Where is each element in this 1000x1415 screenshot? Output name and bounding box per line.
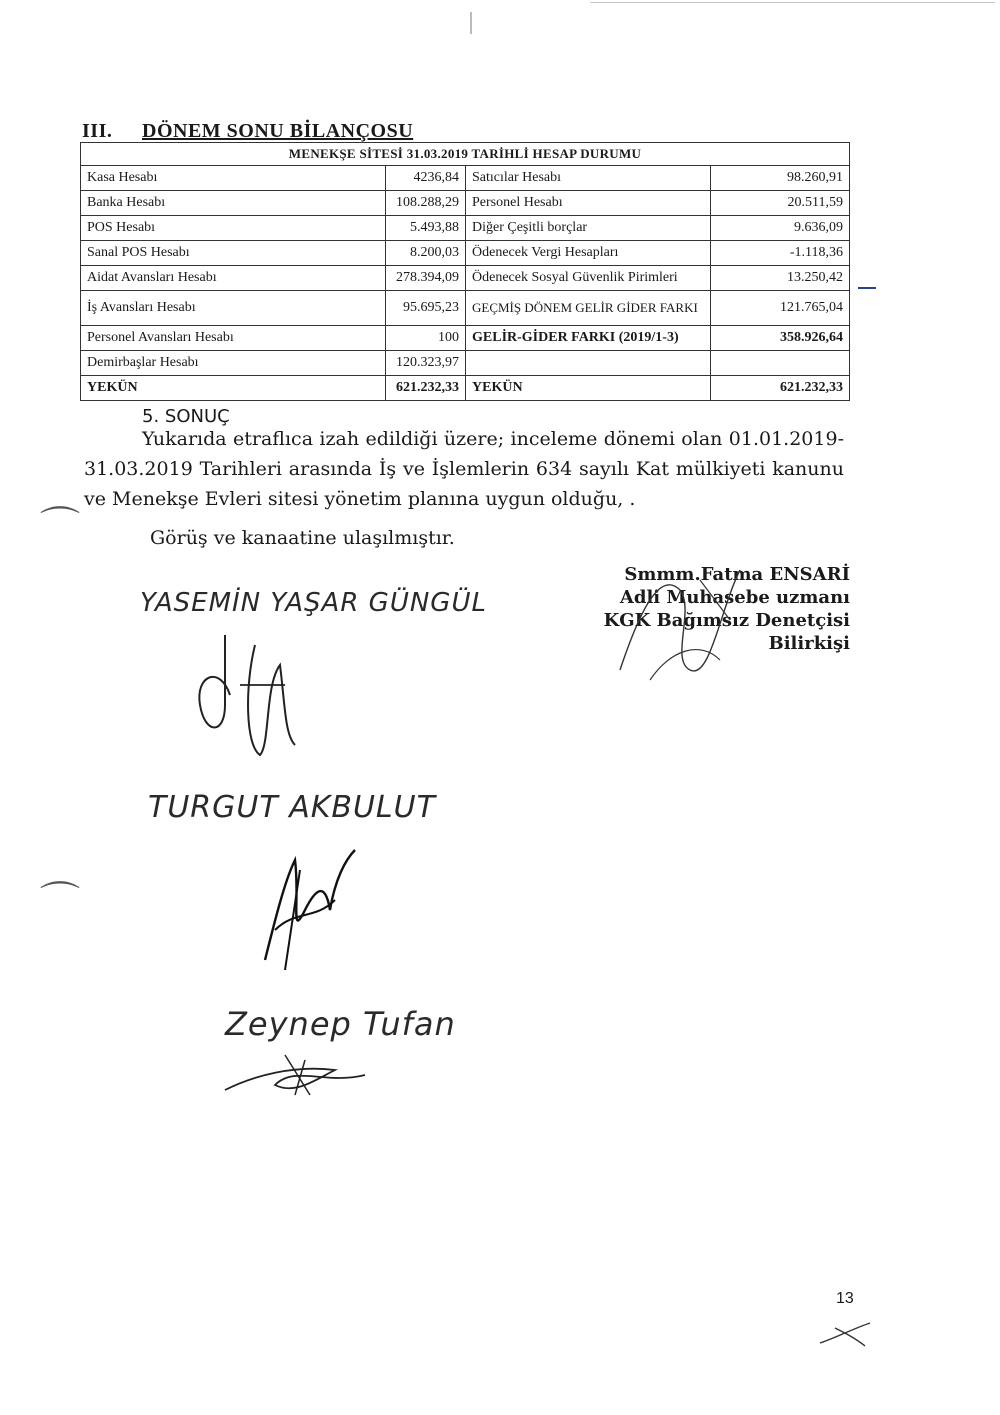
- table-row: [81, 216, 850, 241]
- left-label: POS Hesabı: [81, 216, 386, 241]
- left-label: Sanal POS Hesabı: [81, 241, 386, 266]
- balance-table: [80, 142, 850, 401]
- expert-role: Bilirkişi: [768, 633, 850, 654]
- section-title-text: DÖNEM SONU BİLANÇOSU: [142, 120, 414, 142]
- table-row: [81, 291, 850, 326]
- left-label: Aidat Avansları Hesabı: [81, 266, 386, 291]
- total-left-value: 621.232,33: [386, 376, 466, 401]
- page-number: 13: [836, 1290, 854, 1307]
- right-label: Ödenecek Vergi Hesapları: [466, 241, 711, 266]
- right-value: 358.926,64: [711, 326, 850, 351]
- right-value: 13.250,42: [711, 266, 850, 291]
- scan-mark: [470, 12, 472, 34]
- left-label: İş Avansları Hesabı: [81, 291, 386, 326]
- conclusion-paragraph: Yukarıda etraflıca izah edildiği üzere; inceleme dönemi olan 01.01.2019-31.03.2019 Tarihleri arasında İş ve İşlemlerin 634 sayılı Kat mülkiyeti kanunu ve Menekşe Evleri sitesi yönetim planına uygun olduğu, .: [84, 428, 844, 510]
- total-left-label: YEKÜN: [81, 376, 386, 401]
- total-right-label: YEKÜN: [466, 376, 711, 401]
- expert-name: Smmm.Fatma ENSARİ: [624, 564, 850, 585]
- margin-punch-mark: ⌒: [40, 879, 80, 925]
- table-row: [81, 326, 850, 351]
- right-label: [466, 351, 711, 376]
- right-label: GEÇMİŞ DÖNEM GELİR GİDER FARKI: [466, 291, 711, 326]
- signature-2: [245, 840, 375, 980]
- right-label: Personel Hesabı: [466, 191, 711, 216]
- section-number: III.: [82, 120, 113, 142]
- expert-signature: [600, 550, 770, 690]
- right-value: 9.636,09: [711, 216, 850, 241]
- left-value: 95.695,23: [386, 291, 466, 326]
- margin-pen-mark: [858, 287, 876, 289]
- left-label: Banka Hesabı: [81, 191, 386, 216]
- left-value: 120.323,97: [386, 351, 466, 376]
- table-row: [81, 241, 850, 266]
- handwritten-name-3: Zeynep Tufan: [225, 1005, 456, 1043]
- right-label: Ödenecek Sosyal Güvenlik Pirimleri: [466, 266, 711, 291]
- left-label: Kasa Hesabı: [81, 166, 386, 191]
- left-value: 100: [386, 326, 466, 351]
- scan-edge-line: [590, 2, 995, 3]
- table-row: [81, 166, 850, 191]
- expert-title: Adli Muhasebe uzmanı: [619, 587, 850, 608]
- left-value: 108.288,29: [386, 191, 466, 216]
- table-caption: MENEKŞE SİTESİ 31.03.2019 TARİHLİ HESAP DURUMU: [81, 143, 850, 166]
- margin-punch-mark: ⌒: [40, 504, 80, 550]
- table-caption-row: [81, 143, 850, 166]
- table-row: [81, 351, 850, 376]
- section-title: [82, 120, 413, 143]
- right-value: 98.260,91: [711, 166, 850, 191]
- handwritten-name-2: TURGUT AKBULUT: [148, 790, 436, 825]
- right-value: 121.765,04: [711, 291, 850, 326]
- right-label: Diğer Çeşitli borçlar: [466, 216, 711, 241]
- handwritten-name-1: YASEMİN YAŞAR GÜNGÜL: [140, 588, 487, 618]
- table-row: [81, 266, 850, 291]
- signature-1: [185, 625, 315, 765]
- left-value: 5.493,88: [386, 216, 466, 241]
- right-value: [711, 351, 850, 376]
- signature-3: [215, 1045, 385, 1105]
- total-right-value: 621.232,33: [711, 376, 850, 401]
- conclusion-heading: 5. SONUÇ: [142, 406, 230, 427]
- initials-mark: [815, 1318, 875, 1348]
- right-value: -1.118,36: [711, 241, 850, 266]
- right-label: Satıcılar Hesabı: [466, 166, 711, 191]
- expert-auditor: KGK Bağımsız Denetçisi: [603, 610, 850, 631]
- left-value: 278.394,09: [386, 266, 466, 291]
- left-value: 8.200,03: [386, 241, 466, 266]
- right-value: 20.511,59: [711, 191, 850, 216]
- table-total-row: [81, 376, 850, 401]
- left-value: 4236,84: [386, 166, 466, 191]
- conclusion-closing: Görüş ve kanaatine ulaşılmıştır.: [150, 527, 455, 549]
- left-label: Personel Avansları Hesabı: [81, 326, 386, 351]
- left-label: Demirbaşlar Hesabı: [81, 351, 386, 376]
- table-row: [81, 191, 850, 216]
- right-label: GELİR-GİDER FARKI (2019/1-3): [466, 326, 711, 351]
